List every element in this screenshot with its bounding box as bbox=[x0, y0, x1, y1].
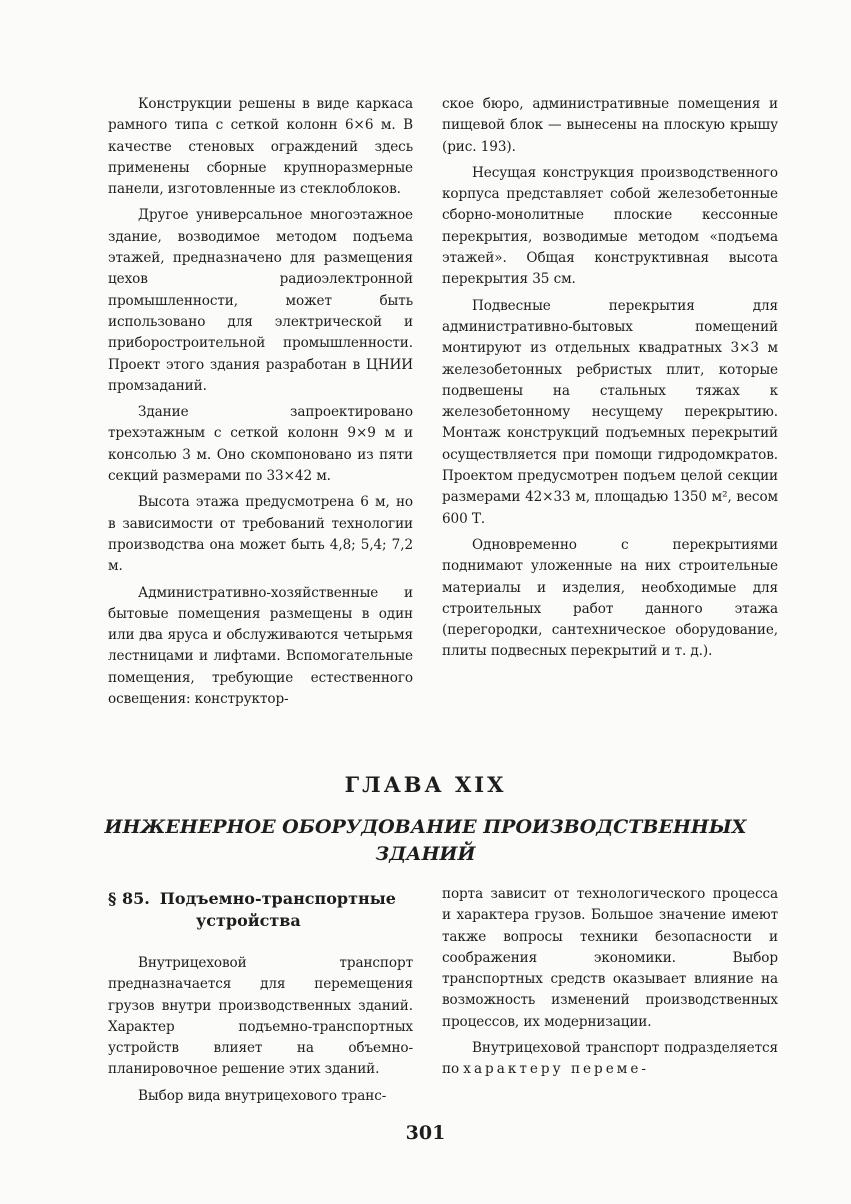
top-left-column bbox=[108, 94, 413, 715]
section-title-line2: устройства bbox=[196, 911, 301, 930]
paragraph bbox=[442, 1038, 778, 1081]
paragraph: Высота этажа предусмотрена 6 м, но в зависимости от требований технологии производства она может быть 4,8; 5,4; 7,2 м. bbox=[108, 494, 413, 575]
bottom-right-column bbox=[442, 884, 778, 1086]
paragraph: Подвесные перекрытия для административно-бытовых помещений монтируют из отдельных квадратных 3×3 м железобетонных ребристых плит, которые подвешены на стальных тяжах к железобетонному несущему перекрытию. Монтаж конструкций подъемных перекрытий осуществляется при помощи гидродомкратов. Проектом предусмотрен подъем целой секции размерами 42×33 м, площадью 1350 м², весом 600 Т. bbox=[442, 297, 778, 527]
chapter-title: ИНЖЕНЕРНОЕ ОБОРУДОВАНИЕ ПРОИЗВОДСТВЕННЫХ ЗДАНИЙ bbox=[104, 816, 747, 865]
paragraph: Одновременно с перекрытиями поднимают уложенные на них строительные материалы и изделия, необходимые для строительных работ данного этажа (перегородки, сантехническое оборудование, плиты подвесных перекрытий и т. д.). bbox=[442, 536, 778, 660]
bottom-left-column bbox=[108, 953, 413, 1112]
paragraph: Конструкции решены в виде каркаса рамного типа с сеткой колонн 6×6 м. В качестве стеновых ограждений здесь применены сборные крупноразмерные панели, изготовленные из стеклоблоков. bbox=[108, 96, 413, 198]
paragraph: Другое универсальное многоэтажное здание, возводимое методом подъема этажей, предназначено для размещения цехов радиоэлектронной промышленности, может быть использовано для электрической и приборостроительной промышленности. Проект этого здания разработан в ЦНИИ промзаданий. bbox=[108, 207, 413, 394]
spaced-text: характеру переме- bbox=[463, 1061, 650, 1078]
paragraph: Внутрицеховой транспорт предназначается для перемещения грузов внутри производственных зданий. Характер подъемно-транспортных устройств влияет на объемно-планировочное решение этих зданий. bbox=[108, 955, 413, 1078]
paragraph: Административно-хозяйственные и бытовые помещения размещены в один или два яруса и обслуживаются четырьмя лестницами и лифтами. Вспомогательные помещения, требующие естественного освещения: конструктор- bbox=[108, 584, 413, 708]
paragraph: Выбор вида внутрицехового транс- bbox=[138, 1087, 387, 1104]
section-number: § 85. bbox=[108, 889, 150, 908]
section-title-line1: Подъемно-транспортные bbox=[159, 889, 396, 908]
paragraph: Здание запроектировано трехэтажным с сеткой колонн 9×9 м и консолью 3 м. Оно скомпоновано из пяти секций размерами по 33×42 м. bbox=[108, 404, 413, 485]
paragraph-continuation: ское бюро, административные помещения и пищевой блок — вынесены на плоскую крышу (рис. 193). bbox=[442, 96, 778, 155]
top-right-column bbox=[442, 94, 778, 668]
paragraph-continuation: порта зависит от технологического процесса и характера грузов. Большое значение имеют также вопросы техники безопасности и соображения экономики. Выбор транспортных средств оказывает влияние на возможность изменений производственных процессов, их модернизации. bbox=[442, 886, 778, 1030]
paragraph: Несущая конструкция производственного корпуса представляет собой железобетонные сборно-монолитные плоские кессонные перекрытия, возводимые методом «подъема этажей». Общая конструктивная высота перекрытия 35 см. bbox=[442, 164, 778, 288]
page-number: 301 bbox=[405, 1122, 446, 1144]
chapter-label: ГЛАВА XIX bbox=[344, 772, 507, 797]
section-heading bbox=[108, 888, 420, 932]
paragraph-start: Внутрицеховой транспорт подразделяется по bbox=[442, 1040, 778, 1078]
